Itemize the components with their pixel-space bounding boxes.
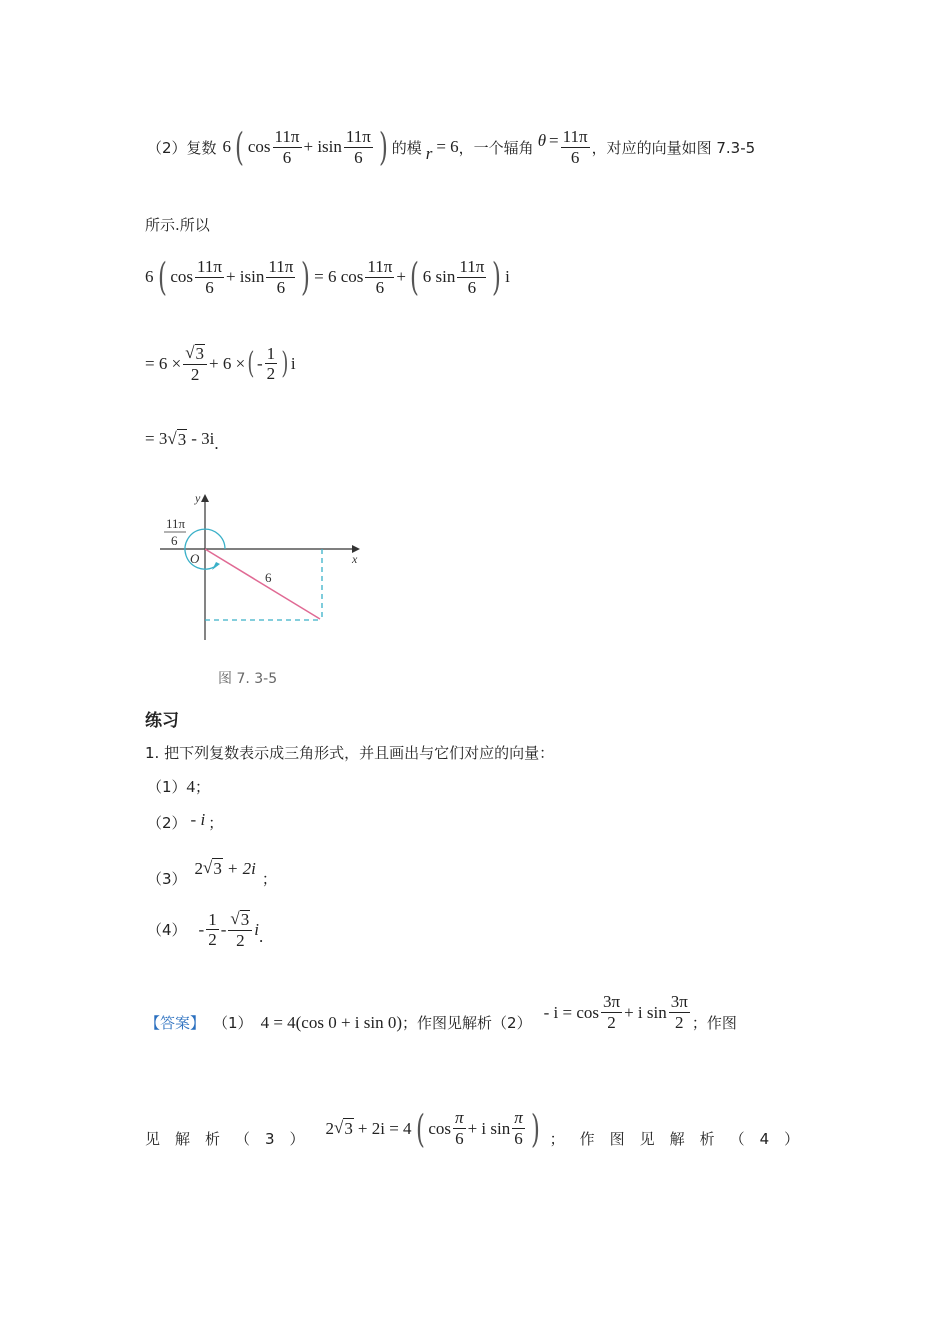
answer-tag: 【答案】 (145, 1014, 206, 1032)
sqrt: √ 3 (203, 858, 222, 878)
exercise-item-4 (147, 910, 263, 950)
answer-part3-mid: + 2i = 4 (357, 1118, 412, 1138)
i-symbol: i (290, 353, 296, 373)
exercise-item-1 (147, 776, 210, 797)
end-text: - 3i (191, 429, 215, 448)
cos-text: cos (428, 1118, 452, 1138)
eq6: = 6 (436, 137, 459, 157)
fraction: √ 3 2 (183, 344, 207, 384)
paren-right: ) (530, 1106, 540, 1151)
paren-right: ) (492, 255, 502, 300)
fraction: $\frac{3\pi}{2}$ (602, 992, 621, 1032)
item-tail: . (258, 926, 264, 946)
fraction: $\frac{\pi}{6}$ (514, 1108, 523, 1148)
modulus-text: 的模 (391, 138, 422, 157)
paren-left: ( (235, 125, 244, 170)
eq-sign: = (549, 131, 559, 151)
fraction: $\frac{1}{2}$ (208, 909, 217, 950)
y-label: y (195, 491, 201, 505)
angle-den: 6 (171, 533, 178, 548)
item-tail: ； (195, 778, 211, 796)
answer-line-1 (145, 992, 737, 1033)
sqrt: √ 3 (334, 1118, 353, 1138)
equation-2 (145, 344, 296, 384)
exercise-question: 1. 把下列复数表示成三角形式，并且画出与它们对应的向量： (145, 744, 555, 762)
paren-left: ( (415, 1106, 425, 1151)
fraction: $\frac{11\pi}{6}$ (562, 127, 588, 167)
start-text: = 6 × (145, 353, 182, 373)
mid-text: = 6 cos (314, 267, 364, 287)
figure-vector (150, 490, 380, 640)
item-label: （3） (147, 870, 187, 888)
answer-part1-label: （1） (213, 1014, 253, 1032)
item-coef: 2 (194, 858, 204, 878)
fraction: √ 3 2 (228, 910, 252, 950)
arg-text: ，一个辐角 (458, 138, 534, 157)
so-text: 所示.所以 (145, 216, 210, 234)
paren-left: ( (247, 345, 255, 381)
item-label: （4） (147, 921, 187, 940)
y-arrow-icon (201, 494, 209, 502)
answer-line-2 (145, 1108, 814, 1149)
answer-part1-math: 4 = 4(cos 0 + i sin 0) (260, 1012, 403, 1032)
angle-num: 11π (166, 516, 186, 531)
paren-right: ) (301, 255, 311, 300)
isin-text: + isin (303, 137, 342, 157)
length-label: 6 (265, 570, 272, 585)
equation-3 (145, 424, 219, 454)
exercise-item-2 (147, 809, 224, 833)
minus: - (220, 919, 227, 939)
paren-left: ( (409, 255, 419, 300)
cos-text: cos (170, 267, 193, 287)
item-label: （1） (147, 778, 187, 796)
fraction: $\frac{3\pi}{2}$ (670, 992, 688, 1032)
arc-arrow-icon (212, 562, 220, 570)
coef: 6 (222, 137, 232, 157)
minus: - (198, 919, 205, 939)
answer-part2-lhs: - i = cos (543, 1002, 599, 1022)
x-label: x (352, 552, 358, 566)
sqrt: √ 3 (167, 428, 187, 449)
answer-part3-coef: 2 (325, 1118, 335, 1138)
exercise-item-3 (147, 848, 277, 889)
item-label: （2） (147, 814, 187, 832)
paren-right: ) (378, 125, 388, 170)
vector-line (205, 549, 320, 619)
fraction: $\frac{11\pi}{6}$ (197, 257, 222, 297)
i-symbol: i (254, 919, 259, 939)
answer-part1-tail: ；作图见解析（2） (402, 1014, 532, 1032)
inner-text: 6 sin (422, 267, 456, 287)
minus: - (256, 353, 263, 373)
item-math: - i (190, 809, 206, 829)
item-rest: + 2i (226, 858, 256, 878)
paren-right: ) (281, 345, 289, 381)
isin-text: + isin (225, 267, 265, 287)
exercise-heading: 练习 (145, 711, 179, 731)
r-symbol: r (425, 144, 433, 164)
cos-text: cos (247, 137, 271, 157)
fraction: $\frac{\pi}{6}$ (455, 1108, 464, 1148)
part2-line (147, 125, 756, 170)
mid-text: + 6 × (209, 353, 246, 373)
fraction: $\frac{11\pi}{6}$ (274, 127, 300, 167)
answer-line2-lead: 见解析（3） (145, 1130, 320, 1148)
answer-part2-mid: + i sin (624, 1002, 667, 1022)
i-symbol: i (505, 267, 510, 287)
paren-left: ( (157, 255, 167, 300)
start-text: = 3 (145, 429, 168, 448)
figure-caption: 图 7. 3-5 (218, 671, 278, 687)
fraction: $\frac{1}{2}$ (266, 343, 276, 384)
coef: 6 (145, 267, 154, 287)
plus: + (396, 267, 406, 287)
item-tail: ； (208, 814, 224, 832)
isin-text: + i sin (467, 1118, 511, 1138)
fraction: $\frac{11\pi}{6}$ (459, 257, 485, 297)
fraction: $\frac{11\pi}{6}$ (345, 127, 371, 167)
dot: . (214, 434, 219, 453)
fraction: $\frac{11\pi}{6}$ (268, 257, 294, 297)
theta-symbol: θ (537, 131, 547, 151)
equation-1 (145, 255, 510, 300)
item-math: 4 (186, 776, 196, 796)
vector-text: ，对应的向量如图 7.3-5 (591, 138, 756, 157)
answer-part3-tail: ；作图见解析（4） (549, 1130, 815, 1148)
answer-part2-tail: ；作图 (691, 1014, 737, 1032)
item-tail: ； (261, 870, 277, 888)
part2-label: （2）复数 (147, 138, 217, 157)
origin-label: O (190, 551, 200, 566)
fraction: $\frac{11\pi}{6}$ (367, 257, 393, 297)
